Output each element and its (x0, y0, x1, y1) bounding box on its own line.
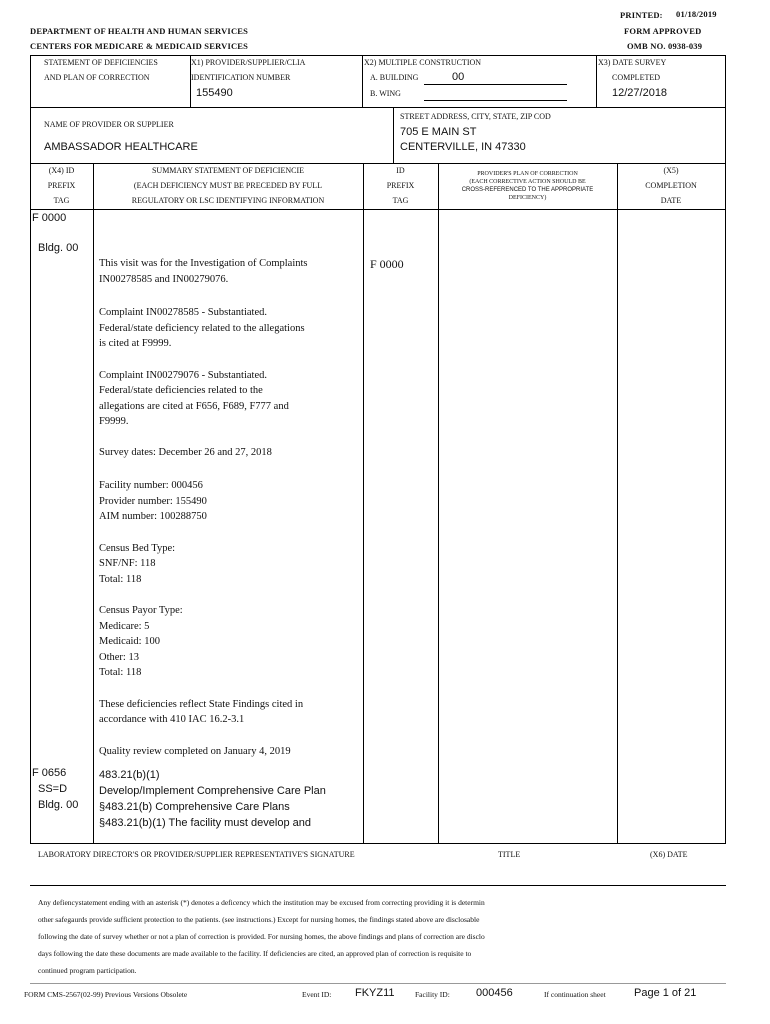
rule (30, 885, 726, 886)
x4-col-1: (X4) ID (48, 166, 75, 175)
disclaimer-line: following the date of survey whether or not a plan of correction is provided. For nursing homes, the above findings and plans of correction are disclo (38, 932, 485, 941)
continuation-label: If continuation sheet (544, 990, 606, 999)
provider-name-label: NAME OF PROVIDER OR SUPPLIER (44, 120, 174, 129)
para-complaint-1: Complaint IN00278585 - Substantiated. Federal/state deficiency related to the allegations is cited at F9999. (99, 307, 305, 349)
plan-col-4: DEFICIENCY) (508, 195, 547, 201)
building-underline (424, 84, 567, 85)
disclaimer-line: Any defiencystatement ending with an asterisk (*) denotes a deficency which the institution may be excused from correcting providing it is determin (38, 898, 485, 907)
para-census-payor: Census Payor Type: Medicare: 5 Medicaid: 100 Other: 13 Total: 118 (99, 605, 183, 678)
disclaimer-line: continued program participation. (38, 966, 137, 975)
rule (30, 55, 31, 107)
rule (363, 163, 364, 843)
centers-title: CENTERS FOR MEDICARE & MEDICAID SERVICES (30, 41, 249, 51)
para-survey-dates: Survey dates: December 26 and 27, 2018 (99, 446, 272, 458)
x4-col-2: PREFIX (47, 181, 76, 190)
f656-text: 483.21(b)(1) Develop/Implement Comprehensive Care Plan §483.21(b) Comprehensive Care Plans §483.21(b)(1) The facility must develop and (99, 769, 326, 829)
rule (393, 107, 394, 163)
title-label: TITLE (498, 850, 521, 859)
x1-label: X1) PROVIDER/SUPPLIER/CLIA (191, 58, 306, 67)
rule (30, 107, 726, 108)
building-label: A. BUILDING (370, 73, 419, 82)
rule (596, 55, 597, 107)
rule (30, 55, 726, 56)
bldg-label-2: Bldg. 00 (38, 799, 79, 811)
signature-label: LABORATORY DIRECTOR'S OR PROVIDER/SUPPLIER REPRESENTATIVE'S SIGNATURE (38, 850, 355, 859)
rule (362, 55, 363, 107)
statement-label: STATEMENT OF DEFICIENCIES (44, 58, 158, 67)
para-complaint-2: Complaint IN00279076 - Substantiated. Federal/state deficiencies related to the allegations are cited at F656, F689, F777 and F9999. (99, 369, 289, 427)
address-line1: 705 E MAIN ST (400, 126, 477, 138)
provider-name: AMBASSADOR HEALTHCARE (44, 141, 198, 153)
facility-id-value: 000456 (476, 987, 513, 999)
summary-col-1: SUMMARY STATEMENT OF DEFICIENCIE (151, 166, 305, 175)
rule (725, 163, 726, 843)
printed-date: 01/18/2019 (676, 9, 717, 19)
rule (438, 163, 439, 843)
x5-col-1: (X5) (663, 166, 679, 175)
tag-f0656: F 0656 (32, 767, 67, 779)
rule (93, 163, 94, 843)
id-col-2: PREFIX (386, 181, 415, 190)
completed-label: COMPLETED (612, 73, 660, 82)
rule (30, 163, 31, 843)
department-title: DEPARTMENT OF HEALTH AND HUMAN SERVICES (30, 26, 249, 36)
tag-f0000: F 0000 (32, 212, 67, 224)
x5-col-2: COMPLETION (645, 181, 697, 190)
disclaimer-line: other safegaurds provide sufficient protection to the patients. (see instructions.) Except for nursing homes, the findings stated above are disclosable (38, 915, 480, 924)
rule (30, 209, 726, 210)
disclaimer (38, 894, 728, 979)
ss-label: SS=D (38, 783, 68, 795)
rule (30, 163, 726, 164)
x1-id-label: IDENTIFICATION NUMBER (191, 73, 291, 82)
disclaimer-line: days following the date these documents are made available to the facility. If deficiencies are cited, an approved plan of correction is requisite to (38, 949, 472, 958)
id-col-3: TAG (392, 196, 409, 205)
summary-col-3: REGULATORY OR LSC IDENTIFYING INFORMATION (131, 196, 325, 205)
bldg-label: Bldg. 00 (38, 242, 79, 254)
event-id-value: FKYZ11 (355, 987, 395, 999)
right-tag-f0000: F 0000 (370, 257, 404, 271)
rule (30, 983, 726, 984)
page-number: Page 1 of 21 (634, 987, 697, 999)
x2-label: X2) MULTIPLE CONSTRUCTION (364, 58, 482, 67)
rule (725, 55, 726, 165)
para-quality-review: Quality review completed on January 4, 2019 (99, 745, 291, 757)
para-census-bed: Census Bed Type: SNF/NF: 118 Total: 118 (99, 542, 176, 585)
address-label: STREET ADDRESS, CITY, STATE, ZIP COD (400, 112, 551, 121)
plan-col-1: PROVIDER'S PLAN OF CORRECTION (477, 171, 578, 177)
survey-date: 12/27/2018 (612, 87, 668, 99)
omb-number: OMB NO. 0938-039 (627, 41, 703, 51)
wing-underline (424, 100, 567, 101)
date-label: (X6) DATE (650, 850, 688, 859)
rule (30, 107, 31, 163)
para-state-findings: These deficiencies reflect State Findings cited in accordance with 410 IAC 16.2-3.1 (99, 698, 304, 725)
rule (30, 843, 726, 844)
plan-col-2: (EACH CORRECTIVE ACTION SHOULD BE (469, 179, 586, 185)
para-visit: This visit was for the Investigation of Complaints IN00278585 and IN00279076. (99, 258, 308, 285)
plan-label: AND PLAN OF CORRECTION (44, 73, 150, 82)
printed-label: PRINTED: (620, 10, 663, 20)
event-id-label: Event ID: (302, 990, 332, 999)
para-numbers: Facility number: 000456 Provider number: 155490 AIM number: 100288750 (99, 480, 207, 522)
provider-number: 155490 (196, 87, 233, 99)
x4-col-3: TAG (53, 196, 70, 205)
summary-col-2: (EACH DEFICIENCY MUST BE PRECEDED BY FULL (133, 181, 323, 190)
x3-label: X3) DATE SURVEY (598, 58, 667, 67)
facility-id-label: Facility ID: (415, 990, 450, 999)
form-approved: FORM APPROVED (624, 26, 702, 36)
wing-label: B. WING (370, 89, 401, 98)
plan-col-3: CROSS-REFERENCED TO THE APPROPRIATE (461, 187, 594, 193)
summary-text (99, 256, 361, 777)
address-line2: CENTERVILLE, IN 47330 (400, 141, 526, 153)
form-number: FORM CMS-2567(02-99) Previous Versions Obsolete (24, 990, 188, 999)
building-value: 00 (452, 71, 465, 83)
id-col-1: ID (396, 166, 405, 175)
x5-col-3: DATE (660, 196, 682, 205)
rule (617, 163, 618, 843)
